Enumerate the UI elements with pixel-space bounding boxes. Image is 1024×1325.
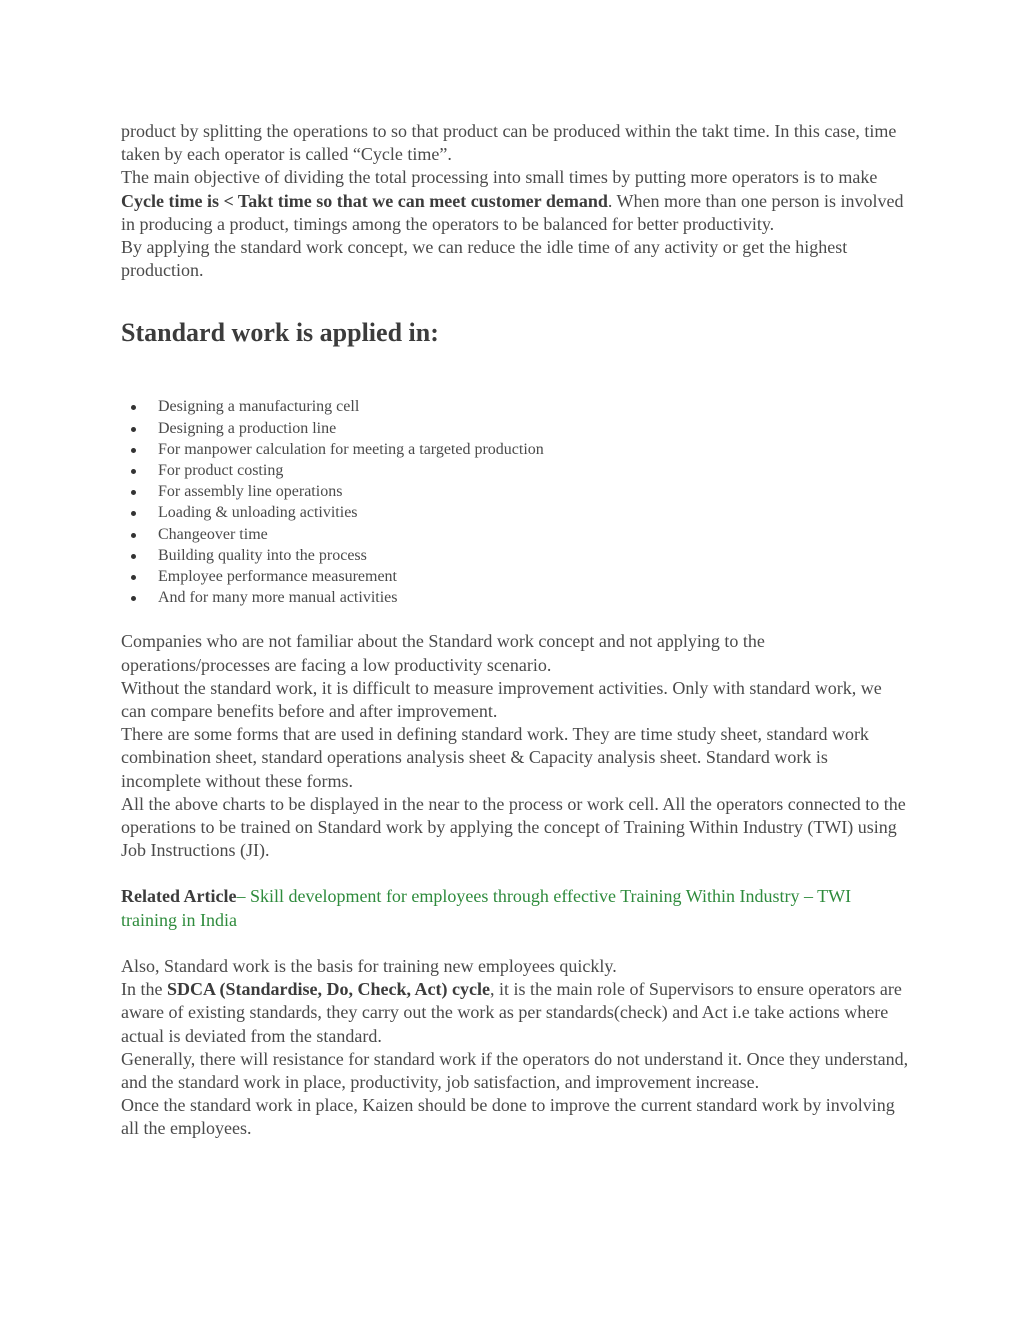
body-section [121,630,911,862]
list-item: Changeover time [121,524,911,545]
list-item: And for many more manual activities [121,587,911,608]
closing-paragraph-1: Also, Standard work is the basis for training new employees quickly. [121,955,617,976]
closing-paragraph-4: Once the standard work in place, Kaizen should be done to improve the current standard work by involving all the employees. [121,1095,895,1139]
list-item: Loading & unloading activities [121,502,911,523]
list-item: Building quality into the process [121,545,911,566]
applications-list [121,396,911,608]
list-item: Designing a production line [121,418,911,439]
closing-paragraph-2 [121,978,911,1048]
body-paragraph-2: Without the standard work, it is difficult to measure improvement activities. Only with standard work, we can compare benefits before and after improvement. [121,677,882,722]
list-item: For assembly line operations [121,481,911,502]
spacer [121,862,911,885]
intro-paragraph-2: The main objective of dividing the total processing into small times by putting more operators is to make [121,167,878,188]
related-article-dash: – [236,886,250,907]
cycle-time-emphasis: Cycle time is < Takt time so that we can meet customer demand [121,190,608,211]
intro-paragraph-1: product by splitting the operations to so that product can be produced within the takt time. In this case, time taken by each operator is called “Cycle time”. [121,121,897,165]
section-heading: Standard work is applied in: [121,318,439,348]
sdca-cycle-emphasis: SDCA (Standardise, Do, Check, Act) cycle [166,979,490,1000]
body-paragraph-1: Companies who are not familiar about the Standard work concept and not applying to the operations/processes are facing a low productivity scenario. [121,631,765,675]
closing-paragraph-3: Generally, there will resistance for standard work if the operators do not understand it. Once they understand, and the standard work in place, productivity, job satisfaction, and improvement increase. [121,1048,909,1092]
related-article-label: Related Article [121,886,237,907]
list-item: Designing a manufacturing cell [121,396,911,417]
body-paragraph-4: All the above charts to be displayed in the near to the process or work cell. All the operators connected to the operations to be trained on Standard work by applying the concept of Training Within Industry (TWI) using Job Instructions (JI). [121,793,906,861]
list-item: Employee performance measurement [121,566,911,587]
related-article [121,885,911,931]
list-item: For manpower calculation for meeting a targeted production [121,439,911,460]
intro-paragraph-4: By applying the standard work concept, we can reduce the idle time of any activity or get the highest production. [121,237,848,281]
related-article-link[interactable]: Skill development for employees through effective Training Within Industry – TWI training in India [121,886,852,930]
body-paragraph-3: There are some forms that are used in defining standard work. They are time study sheet, standard work combination sheet, standard operations analysis sheet & Capacity analysis sheet. Standard work is incomplete without these forms. [121,724,869,791]
intro-paragraph-3 [121,190,911,236]
list-item: For product costing [121,460,911,481]
article-body [121,120,911,1141]
closing-paragraph-2-rest: , it is the main role of Supervisors to ensure operators are aware of existing standards, they carry out the work as per standards(check) and Act i.e take actions where actual is deviated from the standard. [121,979,902,1046]
spacer [121,932,911,955]
closing-paragraph-2-pre: In the [121,979,167,1000]
intro-paragraph-3-rest: . When more than one person is involved in producing a product, timings among the operators to be balanced for better productivity. [121,190,904,234]
